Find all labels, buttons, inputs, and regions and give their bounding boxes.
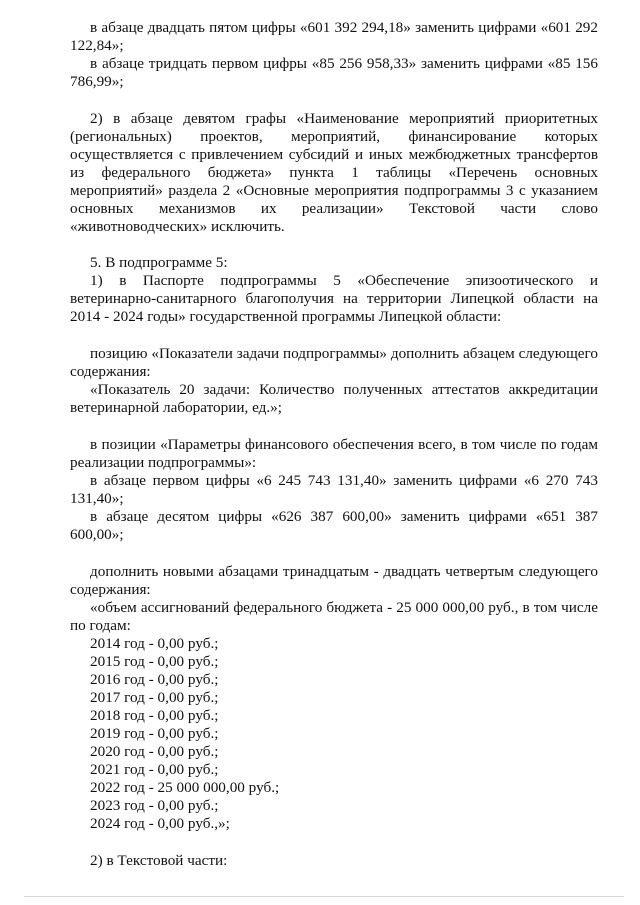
- bottom-scan-edge: [24, 896, 624, 897]
- paragraph-add-new-abzacs: дополнить новыми абзацами тринадцатым - двадцать четвертым следующего содержания:: [70, 563, 598, 598]
- paragraph-federal-budget: «объем ассигнований федерального бюджета - 25 000 000,00 руб., в том числе по годам:: [70, 599, 598, 634]
- year-line-2015: 2015 год - 0,00 руб.;: [90, 653, 219, 670]
- year-line-2023: 2023 год - 0,00 руб.;: [90, 797, 219, 814]
- paragraph-abzac-25: в абзаце двадцать пятом цифры «601 392 294,18» заменить цифрами «601 292 122,84»;: [70, 19, 598, 54]
- year-line-2021: 2021 год - 0,00 руб.;: [90, 761, 219, 778]
- paragraph-indicator-20: «Показатель 20 задачи: Количество полученных аттестатов аккредитации ветеринарной лаборатории, ед.»;: [70, 381, 598, 416]
- paragraph-abzac-first: в абзаце первом цифры «6 245 743 131,40» заменить цифрами «6 270 743 131,40»;: [70, 472, 598, 507]
- year-line-2019: 2019 год - 0,00 руб.;: [90, 725, 219, 742]
- document-page: [70, 19, 598, 870]
- year-line-2018: 2018 год - 0,00 руб.;: [90, 707, 219, 724]
- year-line-2014: 2014 год - 0,00 руб.;: [90, 635, 219, 652]
- year-line-2016: 2016 год - 0,00 руб.;: [90, 671, 219, 688]
- section-heading-subprogram-5: 5. В подпрограмме 5:: [90, 254, 228, 271]
- paragraph-text-part: 2) в Текстовой части:: [90, 852, 228, 869]
- year-line-2020: 2020 год - 0,00 руб.;: [90, 743, 219, 760]
- year-line-2024: 2024 год - 0,00 руб.,»;: [90, 815, 230, 832]
- paragraph-passport: 1) в Паспорте подпрограммы 5 «Обеспечение эпизоотического и ветеринарно-санитарного благополучия на территории Липецкой области на 2014 - 2024 годы» государственной программы Липецкой области:: [70, 272, 598, 325]
- year-line-2017: 2017 год - 0,00 руб.;: [90, 689, 219, 706]
- paragraph-abzac-31: в абзаце тридцать первом цифры «85 256 958,33» заменить цифрами «85 156 786,99»;: [70, 55, 598, 90]
- year-list: [70, 635, 598, 833]
- paragraph-item-2: 2) в абзаце девятом графы «Наименование мероприятий приоритетных (региональных) проектов, мероприятий, финансирование которых осуществляется с привлечением субсидий и иных межбюджетных трансфертов из федерального бюджета» пункта 1 таблицы «Перечень основных мероприятий» раздела 2 «Основные мероприятия подпрограммы 3 с указанием основных механизмов их реализации» Текстовой части слово «животноводческих» исключить.: [70, 110, 598, 235]
- year-line-2022: 2022 год - 25 000 000,00 руб.;: [90, 779, 280, 796]
- paragraph-financing-position: в позиции «Параметры финансового обеспечения всего, в том числе по годам реализации подпрограммы»:: [70, 436, 598, 471]
- paragraph-abzac-tenth: в абзаце десятом цифры «626 387 600,00» заменить цифрами «651 387 600,00»;: [70, 508, 598, 543]
- paragraph-indicators-position: позицию «Показатели задачи подпрограммы» дополнить абзацем следующего содержания:: [70, 345, 598, 380]
